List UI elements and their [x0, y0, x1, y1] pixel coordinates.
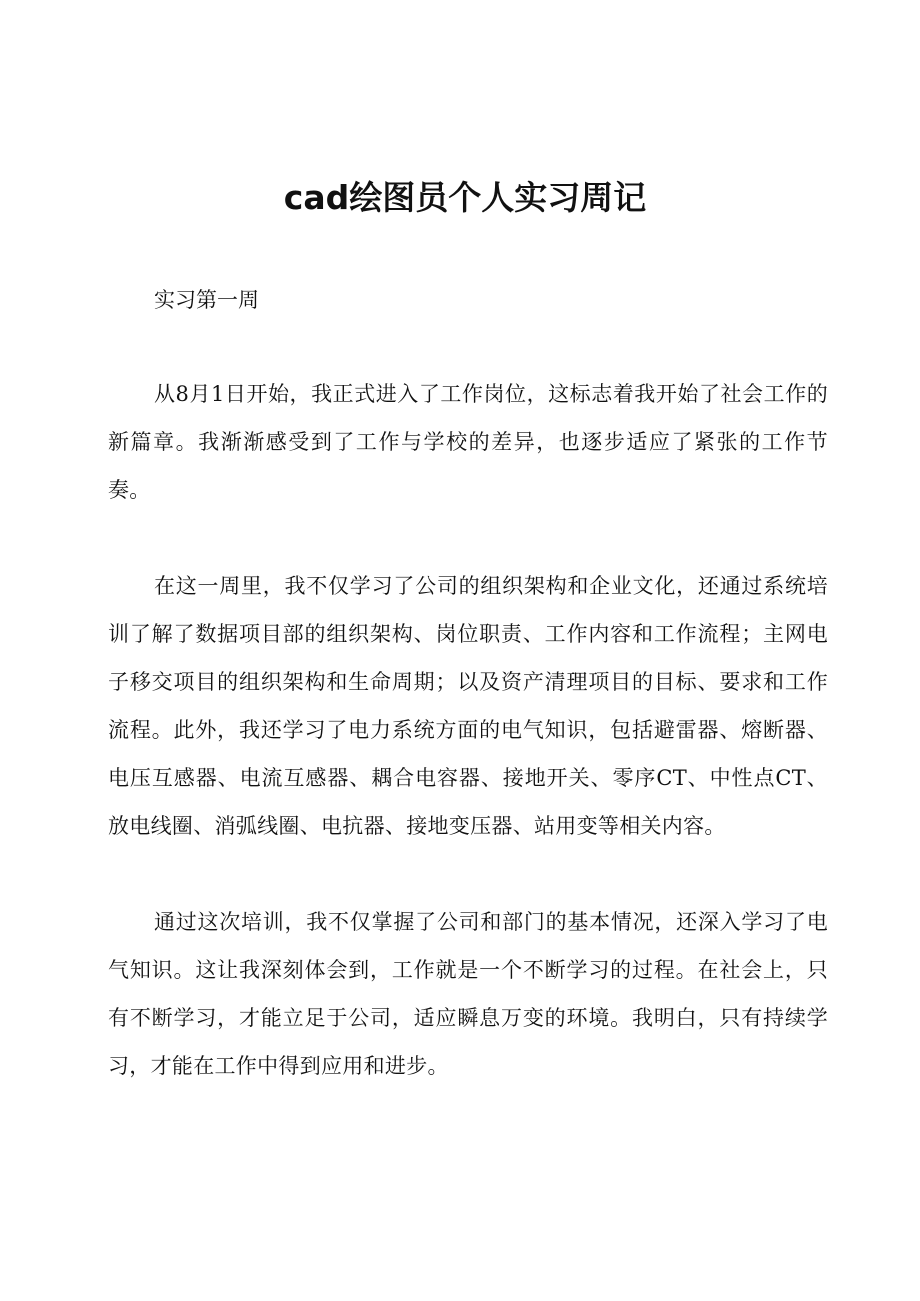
paragraph-1: 从8月1日开始，我正式进入了工作岗位，这标志着我开始了社会工作的新篇章。我渐渐感受到了工作与学校的差异，也逐步适应了紧张的工作节奏。 [108, 382, 828, 502]
page-title: cad绘图员个人实习周记 [283, 178, 647, 217]
paragraph-3: 通过这次培训，我不仅掌握了公司和部门的基本情况，还深入学习了电气知识。这让我深刻体会到，工作就是一个不断学习的过程。在社会上，只有不断学习，才能立足于公司，适应瞬息万变的环境。我明白，只有持续学习，才能在工作中得到应用和进步。 [108, 910, 828, 1078]
week-heading: 实习第一周 [154, 288, 259, 312]
paragraph-2: 在这一周里，我不仅学习了公司的组织架构和企业文化，还通过系统培训了解了数据项目部的组织架构、岗位职责、工作内容和工作流程；主网电子移交项目的组织架构和生命周期；以及资产清理项目的目标、要求和工作流程。此外，我还学习了电力系统方面的电气知识，包括避雷器、熔断器、电压互感器、电流互感器、耦合电容器、接地开关、零序CT、中性点CT、放电线圈、消弧线圈、电抗器、接地变压器、站用变等相关内容。 [108, 574, 828, 838]
